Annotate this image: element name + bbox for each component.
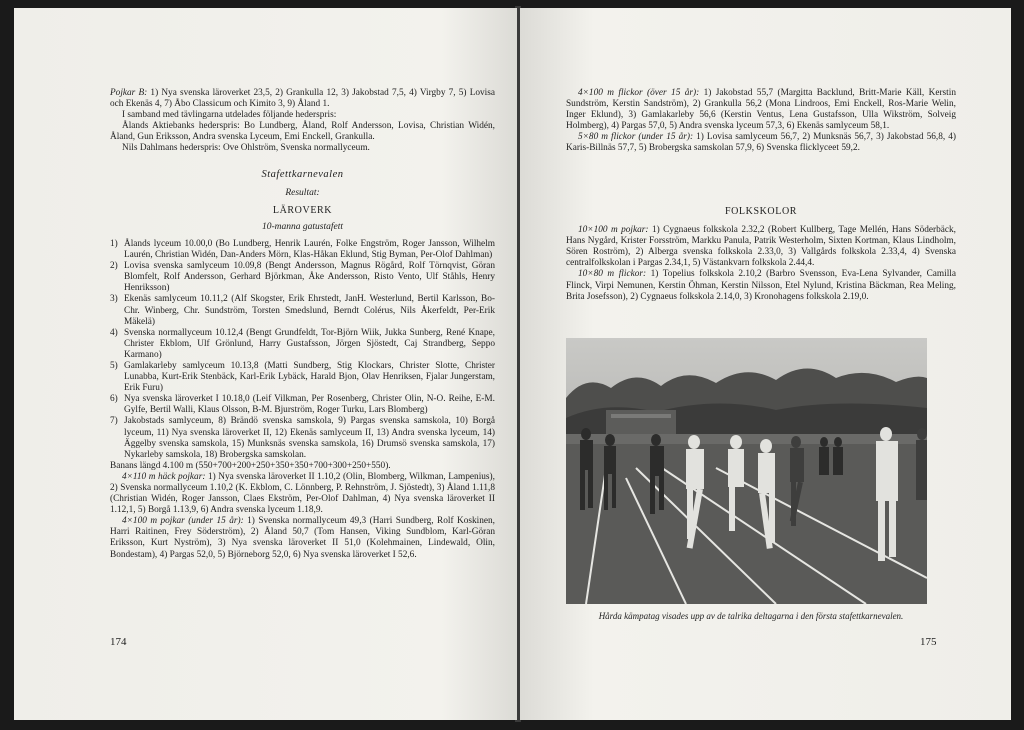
relay-photo-image — [566, 338, 927, 604]
section-title: Stafettkarnevalen — [261, 168, 344, 180]
girls-over-text: 1) Jakobstad 55,7 (Margitta Backlund, Britt-Marie Käll, Kerstin Sundström, Kerstin Sandström), 2) Grankulla 56,2 (Mona Lindroos, Emi Enckell, Ros-Marie Welin, Inger Eklund), 3) Gamlakarleby 56,6 (Kerstin Ventus, Lena Gustafsson, Ulla Wikström, Solveig Holmberg), 4) Pargas 57,0, 5) Andra svenska lyceum 57,3, 6) Ekenäs samlyceum 58,1. — [566, 88, 956, 132]
track-length: Banans längd 4.100 m (550+700+200+250+350+350+700+300+250+550). — [110, 460, 391, 471]
photo-caption: Hårda kämpatag visades upp av de talrika deltagarna i den första stafettkarnevalen. — [598, 611, 904, 621]
intro-text: 1) Nya svenska läroverket 23,5, 2) Grankulla 12, 3) Jakobstad 7,5, 4) Virgby 7, 5) Lovisa och Ekenäs 4, 7) Åbo Classicum och Kimito 3, 9) Åland 1. — [110, 88, 495, 110]
intro-paragraph-3: Ålands Aktiebanks hederspris: Bo Lundberg, Åland, Rolf Andersson, Lovisa, Christian Widén, Åland, Gun Eriksson, Andra svenska Lyceum, Emi Enckell, Grankulla. — [110, 121, 495, 143]
result-item — [110, 239, 495, 261]
result-number: 3) — [110, 294, 118, 305]
result-item — [110, 416, 495, 460]
intro-paragraph-4: Nils Dahlmans hederspris: Ove Ohlström, Svenska normallyceum. — [122, 143, 370, 154]
folk-boys-label: 10×100 m pojkar: — [578, 225, 649, 236]
result-text: Lovisa svenska samlyceum 10.09,8 (Bengt Andersson, Magnus Rögård, Rolf Törnqvist, Göran Blomfelt, Rolf Andersson, Gerhard Björkman, Åke Andersson, Risto Vento, Ulf Ståhls, Henry Henriksson) — [124, 261, 495, 294]
result-item — [110, 328, 495, 361]
result-number: 6) — [110, 394, 118, 405]
left-page — [14, 8, 517, 720]
boys-relay-label: 4×100 m pojkar (under 15 år): — [122, 516, 244, 527]
folk-boys-text: 1) Cygnaeus folkskola 2.32,2 (Robert Kullberg, Tage Mellén, Hans Söderbäck, Hans Nygård, Krister Forsström, Markku Panula, Patrik Westerholm, Sixten Kortman, Klaus Lindholm, Sören Roström), 2) Alberga svenska folkskola 2.33,0, 3) Vallgårds folkskola 2.33,4, 4) Svenska centralfolkskolan i Pargas 2.34,1, 5) Västankvarn folkskola 2.44,4. — [566, 225, 956, 269]
result-number: 1) — [110, 238, 118, 249]
result-number: 5) — [110, 360, 118, 371]
result-number: 4) — [110, 327, 118, 338]
girls-under-text: 1) Lovisa samlyceum 56,7, 2) Munksnäs 56,7, 3) Jakobstad 56,8, 4) Karis-Billnäs 57,7, 5) Brobergska samskolan 57,9, 6) Svenska flicklyceet 59,2. — [566, 132, 956, 154]
folk-girls-label: 10×80 m flickor: — [578, 269, 647, 280]
intro-paragraph-1 — [110, 88, 495, 110]
left-text-column — [110, 88, 495, 561]
hurdles-label: 4×110 m häck pojkar: — [122, 471, 206, 482]
result-item — [110, 394, 495, 416]
right-top-text — [566, 88, 956, 155]
result-item — [110, 294, 495, 327]
result-text: Ålands lyceum 10.00,0 (Bo Lundberg, Henrik Laurén, Folke Engström, Roger Jansson, Wilhelm Laurén, Christian Widén, Dan-Anders Mörn, Klas-Håkan Eklund, Stig Byman, Per-Olof Dahlman) — [124, 238, 495, 261]
folk-girls-result — [566, 269, 956, 302]
relay-photo — [566, 338, 927, 604]
folkskolor-heading: FOLKSKOLOR — [724, 206, 798, 217]
result-number: 2) — [110, 261, 118, 272]
girls-over-result — [566, 88, 956, 132]
result-item — [110, 261, 495, 294]
hurdles-result — [110, 472, 495, 516]
girls-under-result — [566, 132, 956, 154]
girls-under-label: 5×80 m flickor (under 15 år): — [578, 132, 694, 143]
page-number-left: 174 — [110, 636, 127, 648]
girls-over-label: 4×100 m flickor (över 15 år): — [578, 88, 700, 98]
right-mid-text — [566, 206, 956, 303]
folk-boys-result — [566, 225, 956, 269]
results-list — [110, 239, 495, 461]
intro-paragraph-2: I samband med tävlingarna utdelades följande hederspris: — [122, 110, 337, 121]
results-label: Resultat: — [285, 187, 320, 198]
event-title: 10-manna gatustafett — [261, 221, 343, 232]
result-text: Jakobstads samlyceum, 8) Brändö svenska samskola, 9) Pargas svenska samskola, 10) Borgå lyceum, 11) Nya svenska läroverket II, 12) Ekenäs samlyceum II, 13) Andra svenska lyceum, 14) Äggelby svenska samskola, 15) Munksnäs svenska samskola, 16) Drumsö svenska samskola, 17) Nykarleby samskola, 18) Brobergska samskolan. — [124, 416, 495, 460]
boys-relay-result — [110, 516, 495, 560]
result-text: Gamlakarleby samlyceum 10.13,8 (Matti Sundberg, Stig Klockars, Christer Slotte, Christer Lunabba, Kurt-Erik Stenbäck, Karl-Erik Lybäck, Harald Bjon, Olav Henriksen, Fjalar Jungerstam, Erik Furu) — [124, 360, 495, 394]
page-number-right: 175 — [920, 636, 937, 648]
folk-girls-text: 1) Topelius folkskola 2.10,2 (Barbro Svensson, Eva-Lena Sylvander, Camilla Flinck, Virpi Nemunen, Kerstin Öhman, Kerstin Nilsson, Etel Nylund, Kristina Bäckman, Rea Meling, Brita Josefsson), 2) Cygnaeus folkskola 2.14,0, 3) Kronohagens folkskola 2.19,0. — [566, 269, 956, 302]
boys-relay-text: 1) Svenska normallyceum 49,3 (Harri Sundberg, Rolf Koskinen, Harri Raitinen, Frey Söderström), 2) Åland 50,7 (Tom Hansen, Viking Sundblom, Karl-Göran Eriksson, Kurt Nyström), 3) Nya svenska läroverket II 51,0 (Kolehmainen, Lindewald, Olin, Bondestam), 4) Pargas 52,0, 5) Björneborg 52,0, 6) Nya svenska läroverket I 52,6. — [110, 516, 495, 560]
intro-label: Pojkar B: — [110, 88, 148, 98]
right-page — [520, 8, 1011, 720]
result-text: Nya svenska läroverket I 10.18,0 (Leif Vilkman, Per Rosenberg, Christer Olin, N-O. Reihe, E-M. Gylfe, Bertil Walli, Klaus Olsson, B-M. Bjurström, Roger Turku, Lars Blomberg) — [124, 394, 495, 416]
result-number: 7) — [110, 416, 118, 427]
hurdles-text: 1) Nya svenska läroverket II 1.10,2 (Olin, Blomberg, Wilkman, Lampenius), 2) Svenska normallyceum 1.10,2 (K. Ekblom, C. Lönnberg, P. Rehnström, J. Sjöstedt), 3) Åland 1.11,8 (Christian Widén, Roger Jansson, Claes Ekström, Per-Olof Dahlman, 4) Nya svenska läroverket II 1.12,1, 5) Borgå 1.13,9, 6) Andra svenska lyceum 1.18,9. — [110, 471, 495, 516]
section-heading: LÄROVERK — [272, 204, 333, 216]
result-item — [110, 361, 495, 394]
result-text: Svenska normallyceum 10.12,4 (Bengt Grundfeldt, Tor-Björn Wiik, Jukka Sunberg, René Knape, Christer Ekblom, Ulf Grönlund, Harry Gustafsson, Jörgen Sjöstedt, Caj Strandberg, Seppo Karmano) — [124, 327, 495, 360]
result-text: Ekenäs samlyceum 10.11,2 (Alf Skogster, Erik Ehrstedt, JanH. Westerlund, Bertil Karlsson, Bo-Chr. Winberg, Chr. Sundström, Torsten Smedslund, Berndt Colérus, Nils Åkerfeldt, Per-Erik Mäkelä) — [124, 294, 495, 327]
